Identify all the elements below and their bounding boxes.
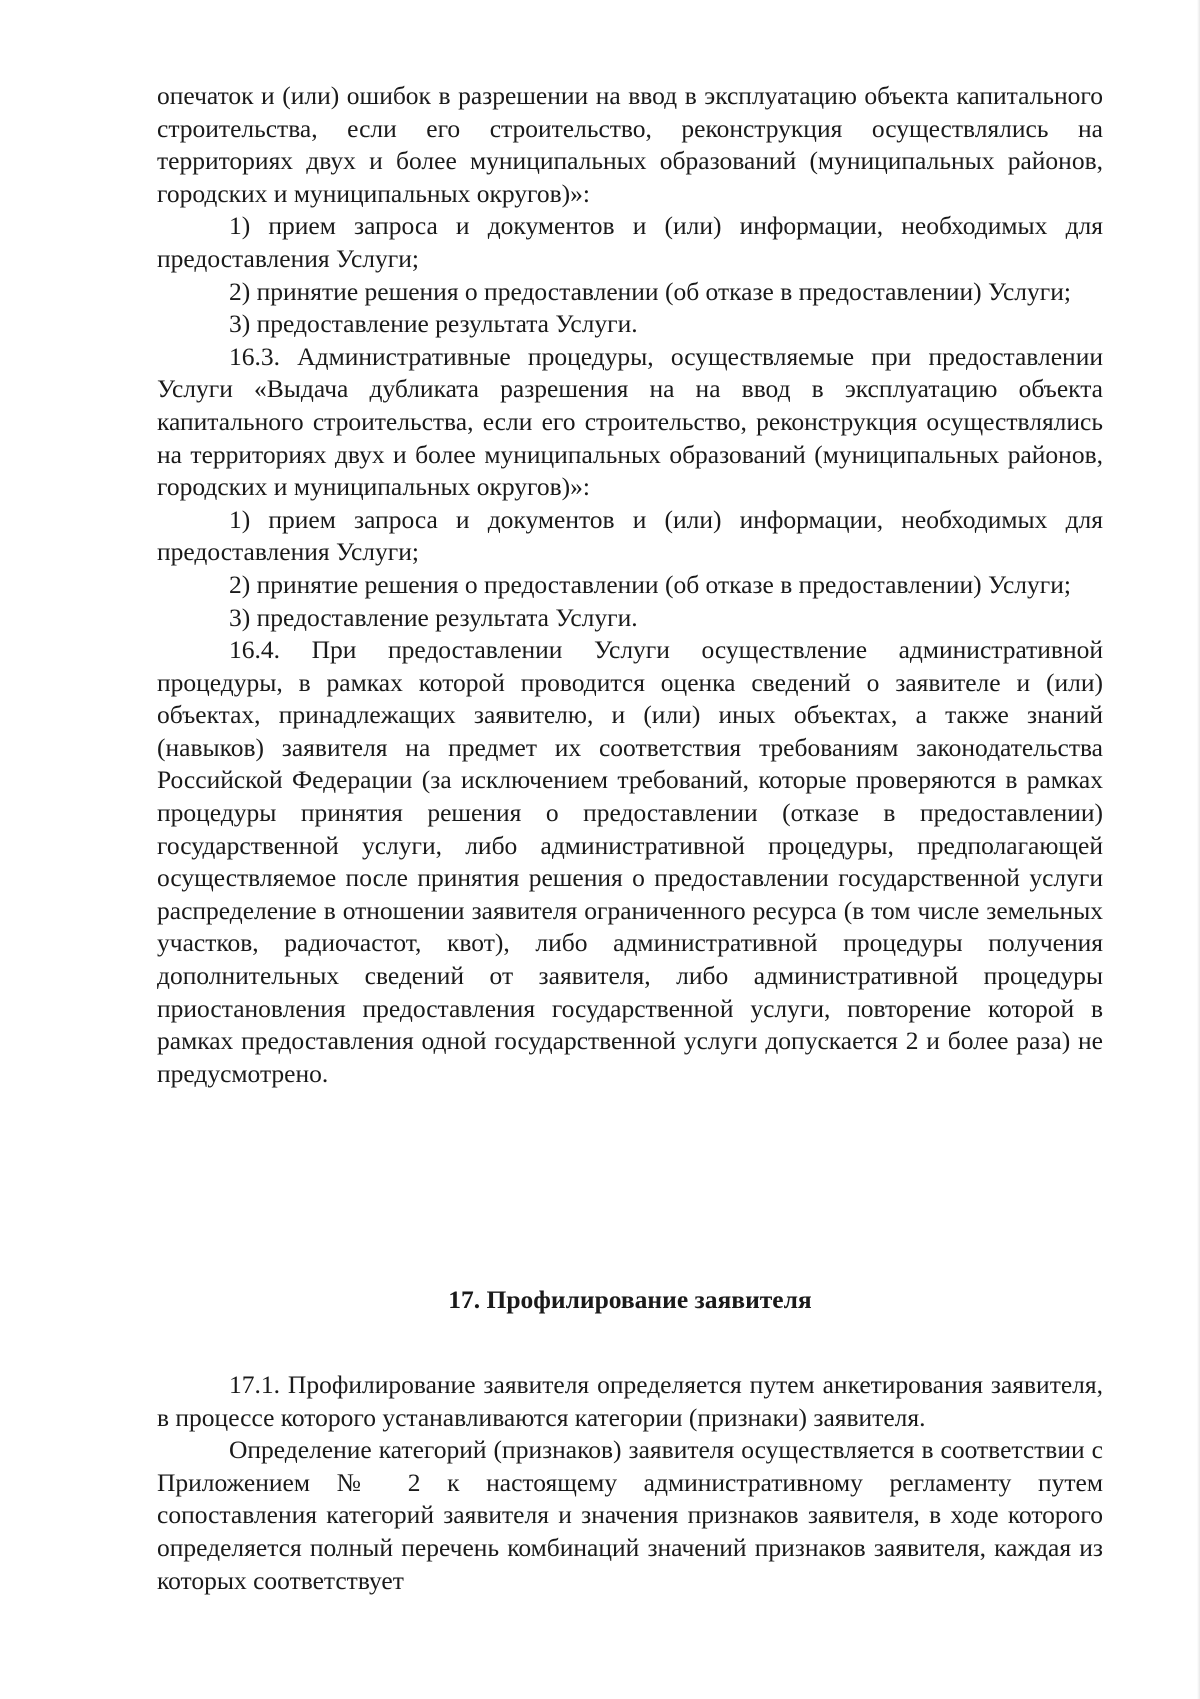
- document-body-top: [157, 80, 1103, 1090]
- paragraph-16-4: 16.4. При предоставлении Услуги осуществление административной процедуры, в рамках которой проводится оценка сведений о заявителе и (или) объектах, принадлежащих заявителю, и (или) иных объектах, а также знаний (навыков) заявителя на предмет их соответствия требованиям законодательства Российской Федерации (за исключением требований, которые проверяются в рамках процедуры принятия решения о предоставлении (отказе в предоставлении) государственной услуги, либо административной процедуры, предполагающей осуществляемое после принятия решения о предоставлении государственной услуги распределение в отношении заявителя ограниченного ресурса (в том числе земельных участков, радиочастот, квот), либо административной процедуры получения дополнительных сведений от заявителя, либо административной процедуры приостановления предоставления государственной услуги, повторение которой в рамках предоставления одной государственной услуги допускается 2 и более раза) не предусмотрено.: [157, 635, 1103, 1088]
- paragraph-continuation: опечаток и (или) ошибок в разрешении на ввод в эксплуатацию объекта капитального строительства, если его строительство, реконструкция осуществлялись на территориях двух и более муниципальных образований (муниципальных районов, городских и муниципальных округов)»:: [157, 81, 1103, 208]
- list-item-decision: 2) принятие решения о предоставлении (об отказе в предоставлении) Услуги;: [229, 276, 1071, 306]
- paragraph-16-3: 16.3. Административные процедуры, осуществляемые при предоставлении Услуги «Выдача дубликата разрешения на на ввод в эксплуатацию объекта капитального строительства, если его строительство, реконструкция осуществлялись на территориях двух и более муниципальных образований (муниципальных районов, городских и муниципальных округов)»:: [157, 341, 1103, 502]
- list-item-request-intake: 1) прием запроса и документов и (или) информации, необходимых для предоставления Услуги;: [157, 504, 1103, 567]
- document-body-bottom: [157, 1369, 1103, 1597]
- list-item-decision: 2) принятие решения о предоставлении (об отказе в предоставлении) Услуги;: [229, 569, 1071, 599]
- paragraph-categories: Определение категорий (признаков) заявителя осуществляется в соответствии с Приложением № 2 к настоящему административному регламенту путем сопоставления категорий заявителя и значения признаков заявителя, в ходе которого определяется полный перечень комбинаций значений признаков заявителя, каждая из которых соответствует: [157, 1435, 1103, 1595]
- section-heading: 17. Профилирование заявителя: [448, 1285, 812, 1314]
- list-item-result: 3) предоставление результата Услуги.: [229, 309, 638, 339]
- paragraph-17-1: 17.1. Профилирование заявителя определяется путем анкетирования заявителя, в процессе которого устанавливаются категории (признаки) заявителя.: [157, 1370, 1103, 1432]
- list-item-request-intake: 1) прием запроса и документов и (или) информации, необходимых для предоставления Услуги;: [157, 211, 1103, 273]
- list-item-result: 3) предоставление результата Услуги.: [229, 602, 638, 632]
